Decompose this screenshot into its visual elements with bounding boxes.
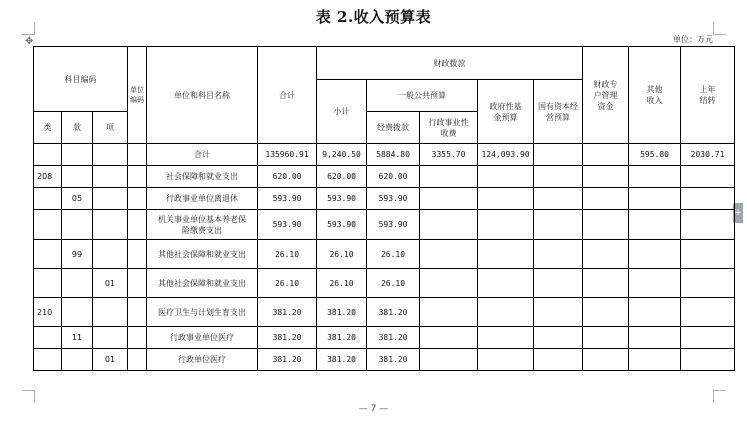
cell-funding: 26.10: [367, 240, 420, 269]
cell-total: 26.10: [258, 269, 317, 298]
cell-fees: [420, 166, 478, 188]
cell-carry: [681, 210, 735, 240]
cell-other: [629, 188, 681, 210]
cell-unit-code: [128, 298, 147, 327]
cell-subtotal: 620.00: [317, 166, 367, 188]
cell-subtotal: 593.90: [317, 210, 367, 240]
cell-lei: [34, 349, 62, 371]
cell-unit-code: [128, 349, 147, 371]
cell-gov-fund: [478, 269, 534, 298]
cell-other: [629, 298, 681, 327]
cell-total: 620.00: [258, 166, 317, 188]
cell-name: 机关事业单位基本养老保险缴费支出: [147, 210, 258, 240]
cell-carry: [681, 188, 735, 210]
cell-carry: [681, 269, 735, 298]
header-kuan: 款: [62, 112, 93, 144]
cell-xiang: 01: [93, 349, 128, 371]
header-total: 合计: [258, 47, 317, 144]
header-general-budget: 一般公共预算: [367, 80, 478, 112]
cell-fees: 3355.70: [420, 144, 478, 166]
cell-xiang: [93, 298, 128, 327]
cell-name: 行政单位医疗: [147, 349, 258, 371]
cell-special: [583, 210, 629, 240]
page-corner-bottom-right: [713, 390, 726, 403]
cell-funding: 593.90: [367, 210, 420, 240]
cell-special: [583, 240, 629, 269]
cell-gov-fund: [478, 298, 534, 327]
header-unit-subject-name: 单位和科目名称: [147, 47, 258, 144]
table-row: [34, 269, 735, 298]
cell-xiang: [93, 240, 128, 269]
cell-other: [629, 240, 681, 269]
header-xiang: 项: [93, 112, 128, 144]
cell-total: 593.90: [258, 188, 317, 210]
cell-gov-fund: [478, 210, 534, 240]
table-row: [34, 166, 735, 188]
cell-unit-code: [128, 327, 147, 349]
cell-special: [583, 166, 629, 188]
cell-carry: [681, 349, 735, 371]
cell-fees: [420, 210, 478, 240]
cell-xiang: [93, 166, 128, 188]
cell-total: 135960.91: [258, 144, 317, 166]
cell-funding: 381.20: [367, 349, 420, 371]
header-special-account: 财政专户管理资金: [583, 47, 629, 144]
cell-kuan: [62, 269, 93, 298]
cell-xiang: [93, 210, 128, 240]
table-row: [34, 144, 735, 166]
cell-xiang: [93, 327, 128, 349]
cell-name: 其他社会保障和就业支出: [147, 240, 258, 269]
cell-subtotal: 26.10: [317, 240, 367, 269]
cell-gov-fund: [478, 166, 534, 188]
cell-funding: 26.10: [367, 269, 420, 298]
header-state-capital: 国有资本经营预算: [534, 80, 583, 144]
cell-state-capital: [534, 349, 583, 371]
cell-other: [629, 269, 681, 298]
cell-fees: [420, 269, 478, 298]
cell-other: 595.80: [629, 144, 681, 166]
cell-lei: [34, 269, 62, 298]
cell-lei: 210: [34, 298, 62, 327]
table-row: [34, 188, 735, 210]
income-budget-table: [33, 46, 735, 371]
cell-carry: [681, 327, 735, 349]
cell-lei: [34, 240, 62, 269]
table-row: [34, 240, 735, 269]
cell-kuan: [62, 349, 93, 371]
cell-carry: [681, 240, 735, 269]
cell-other: [629, 166, 681, 188]
cell-unit-code: [128, 240, 147, 269]
cell-kuan: [62, 298, 93, 327]
cell-subtotal: 593.90: [317, 188, 367, 210]
cell-gov-fund: [478, 240, 534, 269]
cell-kuan: 11: [62, 327, 93, 349]
cell-special: [583, 188, 629, 210]
cell-state-capital: [534, 166, 583, 188]
header-lei: 类: [34, 112, 62, 144]
cell-name: 合计: [147, 144, 258, 166]
cell-unit-code: [128, 166, 147, 188]
cell-state-capital: [534, 327, 583, 349]
cell-subtotal: 9,240.50: [317, 144, 367, 166]
table-row: [34, 210, 735, 240]
header-funding: 经费拨款: [367, 112, 420, 144]
cell-fees: [420, 298, 478, 327]
cell-funding: 593.90: [367, 188, 420, 210]
cell-state-capital: [534, 144, 583, 166]
header-gov-fund: 政府性基金预算: [478, 80, 534, 144]
header-admin-fees: 行政事业性收费: [420, 112, 478, 144]
cell-carry: [681, 166, 735, 188]
cell-other: [629, 210, 681, 240]
cell-carry: 2030.71: [681, 144, 735, 166]
cell-total: 381.20: [258, 298, 317, 327]
cell-special: [583, 349, 629, 371]
cell-subtotal: 26.10: [317, 269, 367, 298]
cell-xiang: 01: [93, 269, 128, 298]
cell-name: 行政事业单位离退休: [147, 188, 258, 210]
cell-state-capital: [534, 240, 583, 269]
unit-label: 单位：万元: [673, 35, 713, 44]
cell-funding: 5884.80: [367, 144, 420, 166]
table-row: [34, 327, 735, 349]
cell-unit-code: [128, 210, 147, 240]
cell-funding: 381.20: [367, 298, 420, 327]
cell-name: 社会保障和就业支出: [147, 166, 258, 188]
header-carryover: 上年结转: [681, 47, 735, 144]
cell-kuan: [62, 166, 93, 188]
cell-subtotal: 381.20: [317, 349, 367, 371]
cell-total: 26.10: [258, 240, 317, 269]
table-row: [34, 349, 735, 371]
cell-special: [583, 269, 629, 298]
cell-kuan: 05: [62, 188, 93, 210]
cell-xiang: [93, 144, 128, 166]
cell-lei: 208: [34, 166, 62, 188]
header-fiscal: 财政拨款: [317, 47, 583, 80]
cell-unit-code: [128, 144, 147, 166]
cell-lei: [34, 327, 62, 349]
cell-state-capital: [534, 210, 583, 240]
page-number: — 7 —: [358, 404, 389, 414]
cell-name: 行政事业单位医疗: [147, 327, 258, 349]
cell-subtotal: 381.20: [317, 327, 367, 349]
page-title: 表 2.收入预算表: [315, 8, 432, 26]
cell-state-capital: [534, 298, 583, 327]
page-corner-bottom-left: [22, 390, 35, 403]
header-other-income: 其他收入: [629, 47, 681, 144]
header-unit-code: 单位编码: [128, 47, 147, 144]
cell-lei: [34, 144, 62, 166]
cell-subtotal: 381.20: [317, 298, 367, 327]
cell-fees: [420, 240, 478, 269]
cell-gov-fund: [478, 327, 534, 349]
cell-lei: [34, 210, 62, 240]
cell-funding: 620.00: [367, 166, 420, 188]
cell-special: [583, 144, 629, 166]
cell-fees: [420, 327, 478, 349]
cell-fees: [420, 349, 478, 371]
cell-kuan: [62, 144, 93, 166]
cell-unit-code: [128, 269, 147, 298]
header-subject-code: 科目编码: [34, 47, 128, 112]
cell-gov-fund: 124,093.90: [478, 144, 534, 166]
cell-lei: [34, 188, 62, 210]
move-handle-icon[interactable]: ✥: [25, 36, 34, 47]
cell-gov-fund: [478, 188, 534, 210]
cell-kuan: 99: [62, 240, 93, 269]
cell-kuan: [62, 210, 93, 240]
cell-total: 381.20: [258, 349, 317, 371]
cell-xiang: [93, 188, 128, 210]
cell-total: 381.20: [258, 327, 317, 349]
cell-state-capital: [534, 269, 583, 298]
cell-unit-code: [128, 188, 147, 210]
cell-gov-fund: [478, 349, 534, 371]
cell-other: [629, 327, 681, 349]
cell-total: 593.90: [258, 210, 317, 240]
expand-tab-icon[interactable]: +: [733, 203, 743, 223]
cell-fees: [420, 188, 478, 210]
header-fiscal-subtotal: 小计: [317, 80, 367, 144]
cell-funding: 381.20: [367, 327, 420, 349]
cell-carry: [681, 298, 735, 327]
cell-other: [629, 349, 681, 371]
cell-name: 医疗卫生与计划生育支出: [147, 298, 258, 327]
cell-state-capital: [534, 188, 583, 210]
cell-name: 其他社会保障和就业支出: [147, 269, 258, 298]
table-row: [34, 298, 735, 327]
cell-special: [583, 298, 629, 327]
cell-special: [583, 327, 629, 349]
